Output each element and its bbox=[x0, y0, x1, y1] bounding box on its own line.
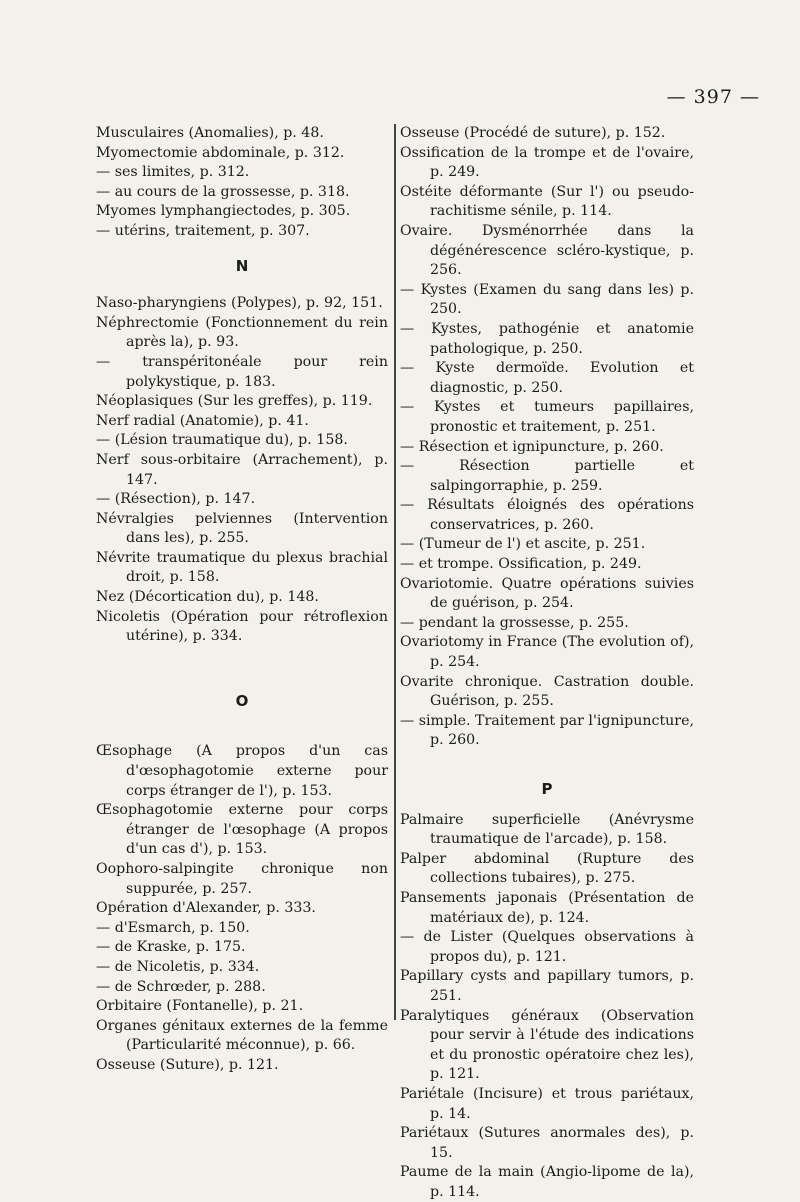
index-entry: Palmaire superficielle (Anévrysme traumatique de l'arcade), p. 158. bbox=[400, 811, 694, 848]
index-entry: Néphrectomie (Fonctionnement du rein après la), p. 93. bbox=[96, 314, 388, 351]
index-entry: Palper abdominal (Rupture des collections tubaires), p. 275. bbox=[400, 850, 694, 887]
index-entry: — au cours de la grossesse, p. 318. bbox=[96, 183, 350, 200]
index-entry: Naso-pharyngiens (Polypes), p. 92, 151. bbox=[96, 295, 383, 312]
index-entry: Nerf sous-orbitaire (Arrachement), p. 147. bbox=[96, 451, 388, 488]
index-entry: Névralgies pelviennes (Intervention dans les), p. 255. bbox=[96, 510, 388, 547]
index-entry: — transpéritonéale pour rein polykystique, p. 183. bbox=[96, 353, 388, 390]
index-entry: Organes génitaux externes de la femme (Particularité méconnue), p. 66. bbox=[96, 1017, 388, 1054]
section-letter-n: N bbox=[235, 256, 249, 275]
index-entry: Ovaire. Dysménorrhée dans la dégénérescence scléro-kystique, p. 256. bbox=[400, 222, 694, 279]
index-entry: — ses limites, p. 312. bbox=[96, 164, 250, 181]
index-entry: — et trompe. Ossification, p. 249. bbox=[400, 556, 642, 573]
index-entry: Névrite traumatique du plexus brachial droit, p. 158. bbox=[96, 549, 388, 586]
index-entry: — utérins, traitement, p. 307. bbox=[96, 222, 310, 239]
index-entry: Osseuse (Suture), p. 121. bbox=[96, 1056, 279, 1073]
index-entry: — Résection partielle et salpingorraphie, p. 259. bbox=[400, 458, 694, 494]
index-entry: — (Résection), p. 147. bbox=[96, 491, 256, 508]
index-entry: Musculaires (Anomalies), p. 48. bbox=[96, 125, 324, 141]
entries-m bbox=[96, 124, 388, 242]
column-divider bbox=[394, 124, 396, 1020]
index-entry: — Résection et ignipuncture, p. 260. bbox=[400, 438, 664, 455]
index-entry: Paume de la main (Angio-lipome de la), p. 114. bbox=[400, 1164, 694, 1200]
index-entry: Néoplasiques (Sur les greffes), p. 119. bbox=[96, 393, 373, 410]
index-entry: Ostéite déformante (Sur l') ou pseudo-rachitisme sénile, p. 114. bbox=[400, 183, 694, 220]
index-entry: — Kystes, pathogénie et anatomie pathologique, p. 250. bbox=[400, 320, 694, 357]
index-entry: — (Lésion traumatique du), p. 158. bbox=[96, 432, 348, 449]
index-entry: Œsophagotomie externe pour corps étranger de l'œsophage (A propos d'un cas d'), p. 153. bbox=[96, 802, 388, 858]
index-entry: Pariétale (Incisure) et trous pariétaux, p. 14. bbox=[400, 1085, 694, 1122]
index-entry: — de Kraske, p. 175. bbox=[96, 939, 246, 956]
page-number: — 397 — bbox=[666, 86, 760, 108]
index-entry: Ovarite chronique. Castration double. Guérison, p. 255. bbox=[400, 673, 694, 710]
index-entry: Orbitaire (Fontanelle), p. 21. bbox=[96, 998, 304, 1015]
index-column-left bbox=[96, 124, 388, 1076]
index-entry: — Kystes et tumeurs papillaires, pronostic et traitement, p. 251. bbox=[400, 399, 694, 435]
index-entry: Paralytiques généraux (Observation pour servir à l'étude des indications et du pronostic opératoire chez les), p. 121. bbox=[400, 1007, 694, 1083]
index-entry: — d'Esmarch, p. 150. bbox=[96, 919, 250, 936]
index-entry: — Résultats éloignés des opérations conservatrices, p. 260. bbox=[400, 497, 694, 533]
index-entry: Myomes lymphangiectodes, p. 305. bbox=[96, 203, 351, 220]
entries-o bbox=[96, 742, 388, 1075]
section-letter-p: P bbox=[541, 780, 553, 798]
index-entry: — Kyste dermoïde. Evolution et diagnostic, p. 250. bbox=[400, 360, 694, 396]
index-entry: Pariétaux (Sutures anormales des), p. 15. bbox=[400, 1125, 694, 1161]
index-entry: Oophoro-salpingite chronique non suppurée, p. 257. bbox=[96, 861, 388, 897]
index-entry: — de Nicoletis, p. 334. bbox=[96, 958, 260, 975]
index-entry: — simple. Traitement par l'ignipuncture, p. 260. bbox=[400, 712, 694, 749]
index-entry: — pendant la grossesse, p. 255. bbox=[400, 614, 629, 631]
index-entry: — (Tumeur de l') et ascite, p. 251. bbox=[400, 536, 646, 553]
index-entry: Opération d'Alexander, p. 333. bbox=[96, 900, 316, 917]
entries-n bbox=[96, 294, 388, 647]
index-entry: — de Schrœder, p. 288. bbox=[96, 978, 266, 995]
index-entry: Pansements japonais (Présentation de matériaux de), p. 124. bbox=[400, 889, 694, 926]
index-entry: Papillary cysts and papillary tumors, p. 251. bbox=[400, 968, 694, 1004]
index-entry: Œsophage (A propos d'un cas d'œsophagotomie externe pour corps étranger de l'), p. 153. bbox=[96, 743, 388, 799]
section-letter-o: O bbox=[235, 691, 249, 710]
entries-p bbox=[400, 811, 694, 1202]
index-entry: Ovariotomie. Quatre opérations suivies de guérison, p. 254. bbox=[400, 575, 694, 612]
index-entry: Nerf radial (Anatomie), p. 41. bbox=[96, 412, 309, 429]
index-entry: Ovariotomy in France (The evolution of), p. 254. bbox=[400, 634, 694, 671]
index-column-right bbox=[400, 124, 694, 1202]
index-entry: Osseuse (Procédé de suture), p. 152. bbox=[400, 125, 666, 141]
index-entry: Ossification de la trompe et de l'ovaire, p. 249. bbox=[400, 144, 694, 181]
index-entry: — Kystes (Examen du sang dans les) p. 250. bbox=[400, 281, 694, 318]
index-entry: Nez (Décortication du), p. 148. bbox=[96, 589, 319, 606]
index-entry: — de Lister (Quelques observations à propos du), p. 121. bbox=[400, 929, 694, 965]
entries-o-continued bbox=[400, 124, 694, 751]
index-entry: Myomectomie abdominale, p. 312. bbox=[96, 144, 345, 161]
index-entry: Nicoletis (Opération pour rétroflexion utérine), p. 334. bbox=[96, 608, 388, 645]
